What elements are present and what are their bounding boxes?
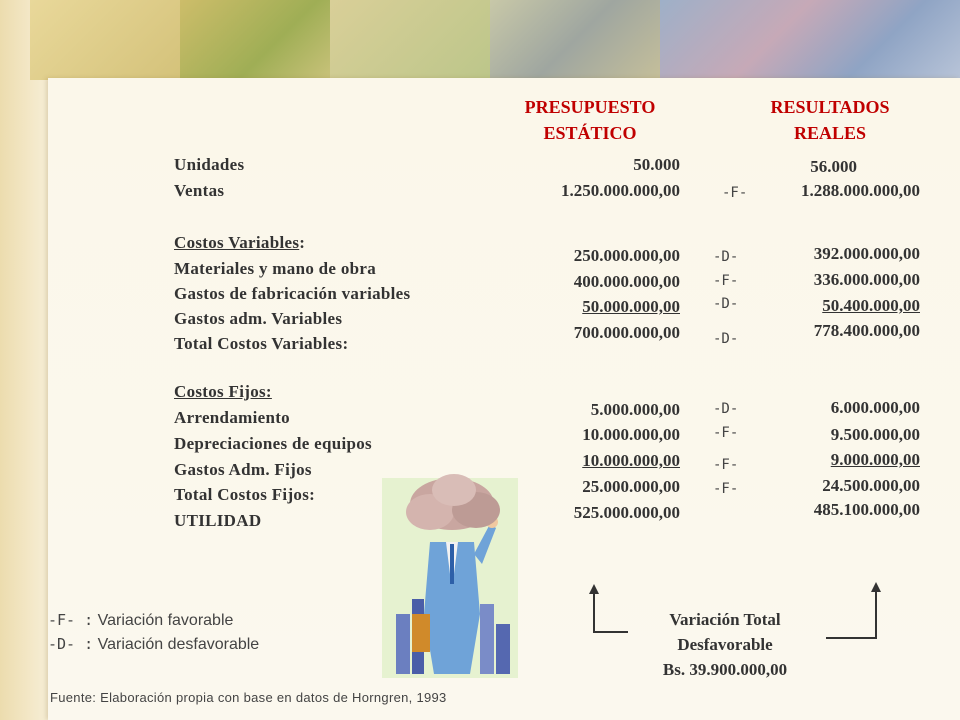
real-total-fijos: 24.500.000,00: [822, 476, 920, 495]
total-variation-line2: Desfavorable: [677, 635, 773, 654]
label-unidades: Unidades: [174, 155, 245, 174]
label-ventas: Ventas: [174, 181, 225, 200]
var-arrendamiento: -D-: [713, 401, 739, 417]
costos-variables-title: Costos Variables: [174, 233, 300, 252]
legend-f-text: Variación favorable: [97, 612, 234, 629]
var-total-var: -D-: [713, 331, 739, 347]
total-variation-line1: Variación Total: [669, 610, 781, 629]
legend-favorable: [48, 611, 233, 630]
header-resultados-line1: RESULTADOS: [770, 97, 890, 117]
legend-d-code: -D- :: [48, 635, 94, 653]
real-gastos-adm-var: 50.400.000,00: [822, 296, 920, 315]
label-materiales: Materiales y mano de obra: [174, 259, 377, 278]
label-arrendamiento: Arrendamiento: [174, 408, 290, 427]
real-gastos-adm-fijos: 9.000.000,00: [830, 450, 920, 469]
label-costos-fijos: Costos Fijos:: [174, 382, 272, 401]
real-utilidad: 485.100.000,00: [813, 500, 920, 519]
var-gastos-fab: -F-: [713, 273, 739, 289]
decorative-banner: [30, 0, 960, 80]
label-gastos-fab: Gastos de fabricación variables: [174, 284, 411, 303]
var-materiales: -D-: [713, 249, 739, 265]
presupuesto-gastos-adm-fijos: 10.000.000,00: [582, 451, 680, 470]
var-depreciaciones: -F-: [713, 425, 739, 441]
costos-variables-colon: :: [299, 233, 306, 252]
header-presupuesto-line1: PRESUPUESTO: [524, 97, 656, 117]
legend-d-text: Variación desfavorable: [97, 636, 260, 653]
presupuesto-total-fijos: 25.000.000,00: [582, 477, 680, 496]
businessman-cloud-illustration: [382, 464, 522, 684]
header-resultados-line2: REALES: [793, 123, 867, 143]
real-arrendamiento: 6.000.000,00: [830, 398, 920, 417]
presupuesto-materiales: 250.000.000,00: [573, 246, 680, 265]
var-gastos-adm-fijos: -F-: [713, 457, 739, 473]
real-materiales: 392.000.000,00: [813, 244, 920, 263]
presupuesto-unidades: 50.000: [633, 155, 680, 174]
legend-f-code: -F- :: [48, 611, 94, 629]
presupuesto-utilidad: 525.000.000,00: [573, 503, 680, 522]
real-ventas: 1.288.000.000,00: [801, 181, 920, 200]
total-variation-amount: Bs. 39.900.000,00: [662, 660, 788, 679]
header-resultados: [735, 94, 925, 146]
header-presupuesto: [495, 94, 685, 146]
label-gastos-adm-var: Gastos adm. Variables: [174, 309, 343, 328]
var-gastos-adm-var: -D-: [713, 296, 739, 312]
var-ventas: -F-: [722, 185, 748, 201]
presupuesto-gastos-fab: 400.000.000,00: [573, 272, 680, 291]
label-total-var: Total Costos Variables:: [174, 334, 349, 353]
legend-desfavorable: [48, 635, 259, 654]
presupuesto-ventas: 1.250.000.000,00: [561, 181, 680, 200]
source-note: Fuente: Elaboración propia con base en datos de Horngren, 1993: [50, 690, 447, 705]
real-total-var: 778.400.000,00: [813, 321, 920, 340]
label-utilidad: UTILIDAD: [174, 511, 262, 530]
left-decorative-strip: [0, 0, 48, 720]
real-unidades: 56.000: [810, 157, 857, 176]
presupuesto-depreciaciones: 10.000.000,00: [582, 425, 680, 444]
presupuesto-gastos-adm-var: 50.000.000,00: [582, 297, 680, 316]
total-variation-box: [630, 607, 820, 682]
real-depreciaciones: 9.500.000,00: [830, 425, 920, 444]
var-total-fijos: -F-: [713, 481, 739, 497]
real-gastos-fab: 336.000.000,00: [813, 270, 920, 289]
label-gastos-adm-fijos: Gastos Adm. Fijos: [174, 460, 312, 479]
header-presupuesto-line2: ESTÁTICO: [543, 123, 637, 143]
presupuesto-total-var: 700.000.000,00: [573, 323, 680, 342]
presupuesto-arrendamiento: 5.000.000,00: [590, 400, 680, 419]
label-costos-variables: [174, 233, 305, 253]
label-depreciaciones: Depreciaciones de equipos: [174, 434, 372, 453]
label-total-fijos: Total Costos Fijos:: [174, 485, 316, 504]
